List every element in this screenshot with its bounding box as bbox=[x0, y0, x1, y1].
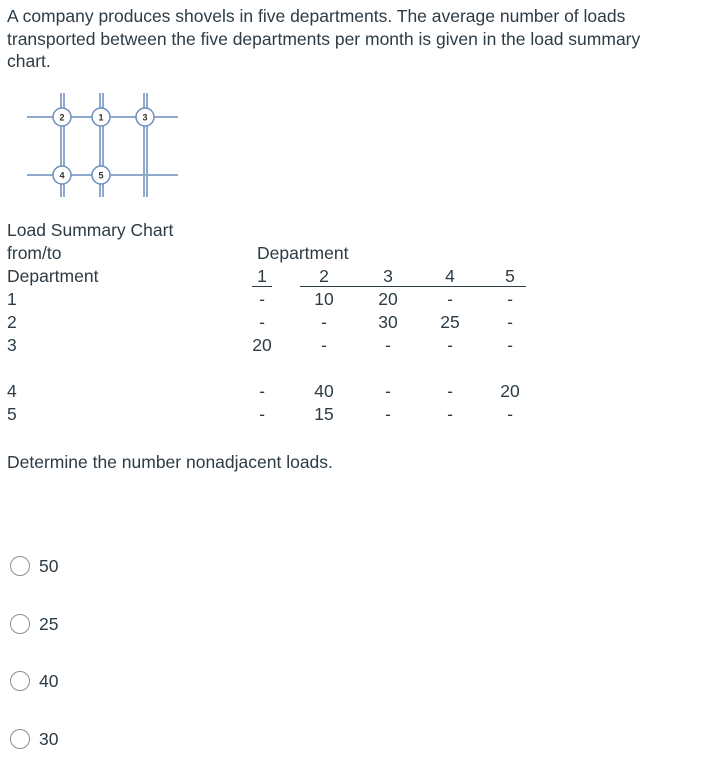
question-text bbox=[7, 5, 719, 73]
radio-button[interactable] bbox=[10, 671, 30, 691]
department-col-header: Department bbox=[257, 243, 349, 263]
col-header-2: 2 bbox=[319, 266, 329, 286]
col-header-4: 4 bbox=[445, 266, 455, 286]
row-label-2: 2 bbox=[7, 312, 17, 332]
answer-option-40[interactable] bbox=[10, 668, 58, 694]
department-row-header: Department bbox=[7, 266, 99, 286]
table-cell: 10 bbox=[314, 289, 334, 309]
dept-node-1 bbox=[92, 108, 110, 126]
table-cell: - bbox=[385, 381, 391, 401]
table-cell: - bbox=[507, 335, 513, 355]
answer-option-30[interactable] bbox=[10, 726, 58, 752]
question-line: A company produces shovels in five departments. The average number of loads bbox=[7, 6, 626, 26]
col-header-3: 3 bbox=[383, 266, 393, 286]
answer-option-25[interactable] bbox=[10, 611, 58, 637]
table-cell: - bbox=[447, 335, 453, 355]
row-label-4: 4 bbox=[7, 381, 17, 401]
option-label: 40 bbox=[39, 671, 59, 691]
table-cell: 25 bbox=[440, 312, 460, 332]
option-label: 25 bbox=[39, 614, 59, 634]
table-cell: 40 bbox=[314, 381, 334, 401]
table-cell: - bbox=[321, 312, 327, 332]
dept-node-4 bbox=[53, 166, 71, 184]
row-label-1: 1 bbox=[7, 289, 17, 309]
table-cell: - bbox=[507, 312, 513, 332]
table-cell: - bbox=[447, 404, 453, 424]
table-cell: - bbox=[447, 289, 453, 309]
chart-title: Load Summary Chart bbox=[7, 220, 174, 240]
table-cell: - bbox=[447, 381, 453, 401]
svg-text:3: 3 bbox=[142, 112, 148, 123]
table-cell: 30 bbox=[378, 312, 398, 332]
table-cell: - bbox=[321, 335, 327, 355]
table-cell: - bbox=[385, 404, 391, 424]
radio-button[interactable] bbox=[10, 556, 30, 576]
radio-button[interactable] bbox=[10, 614, 30, 634]
table-cell: - bbox=[259, 381, 265, 401]
option-label: 50 bbox=[39, 556, 59, 576]
question-line: transported between the five departments per month is given in the load summary bbox=[7, 28, 641, 49]
dept-node-5 bbox=[92, 166, 110, 184]
option-label: 30 bbox=[39, 729, 59, 749]
table-cell: 20 bbox=[252, 335, 272, 355]
table-cell: - bbox=[385, 335, 391, 355]
table-cell: 20 bbox=[378, 289, 398, 309]
dept-node-3 bbox=[136, 108, 154, 126]
row-label-5: 5 bbox=[7, 404, 17, 424]
department-layout-diagram bbox=[25, 88, 185, 203]
answer-option-50[interactable] bbox=[10, 553, 58, 579]
col-underline bbox=[300, 286, 526, 287]
svg-text:1: 1 bbox=[98, 112, 104, 123]
table-cell: - bbox=[259, 404, 265, 424]
col-header-5: 5 bbox=[505, 266, 515, 286]
col-underline bbox=[252, 286, 272, 287]
col-header-1: 1 bbox=[257, 266, 267, 286]
svg-text:5: 5 bbox=[98, 170, 104, 181]
svg-text:4: 4 bbox=[59, 170, 65, 181]
table-cell: - bbox=[507, 289, 513, 309]
dept-node-2 bbox=[53, 108, 71, 126]
row-label-3: 3 bbox=[7, 335, 17, 355]
table-cell: - bbox=[259, 289, 265, 309]
radio-button[interactable] bbox=[10, 729, 30, 749]
table-cell: 15 bbox=[314, 404, 334, 424]
question-line: chart. bbox=[7, 51, 51, 71]
from-to-label: from/to bbox=[7, 243, 62, 263]
table-cell: - bbox=[259, 312, 265, 332]
table-cell: 20 bbox=[500, 381, 520, 401]
svg-text:2: 2 bbox=[59, 112, 65, 123]
question-prompt: Determine the number nonadjacent loads. bbox=[7, 452, 333, 472]
table-cell: - bbox=[507, 404, 513, 424]
